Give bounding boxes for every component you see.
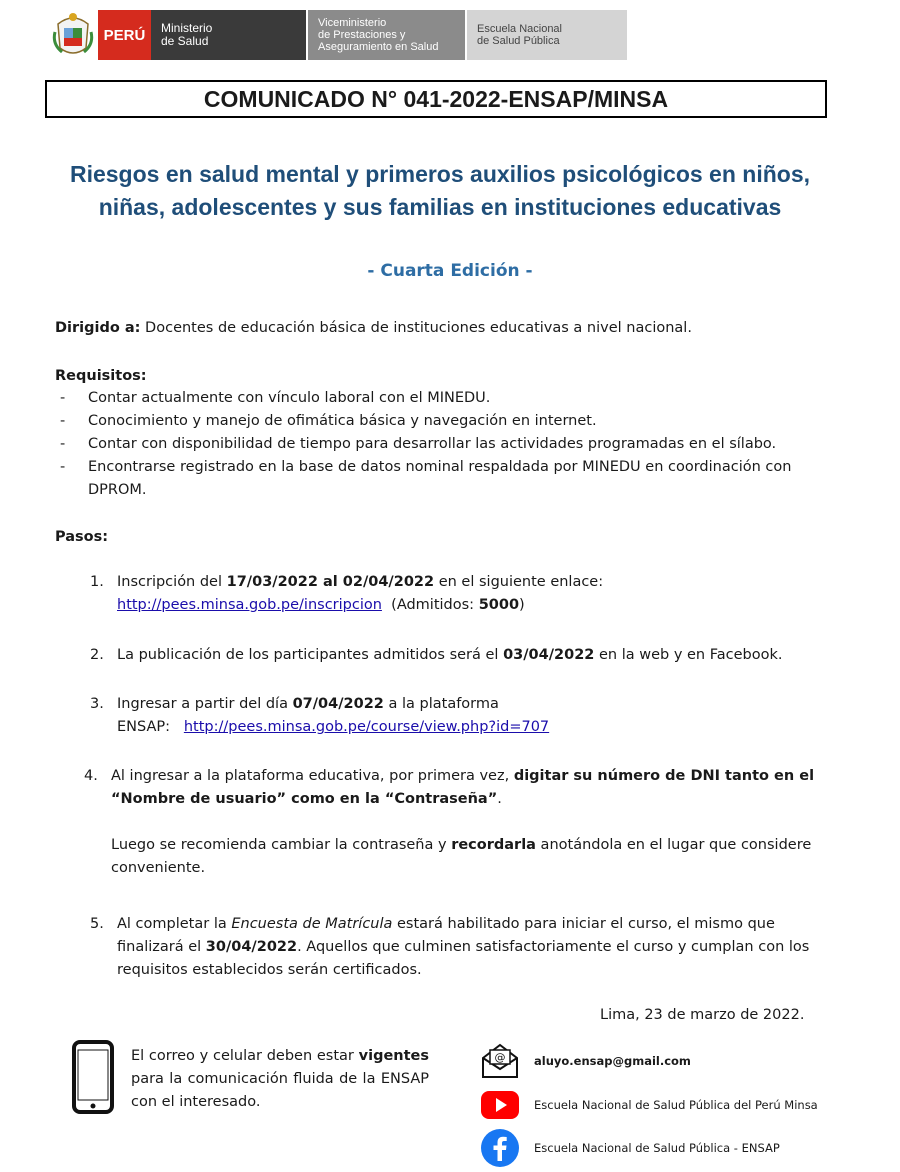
ministry-label: Ministerio de Salud xyxy=(151,10,306,60)
facebook-icon xyxy=(480,1128,520,1168)
requisitos-list xyxy=(55,387,820,502)
facebook-label: Escuela Nacional de Salud Pública - ENSAP xyxy=(534,1141,780,1155)
vice-ministry-label: Viceministerio de Prestaciones y Aseguramiento en Salud xyxy=(308,10,465,60)
youtube-contact[interactable] xyxy=(480,1088,818,1122)
svg-text:@: @ xyxy=(494,1051,506,1064)
pasos-heading: Pasos: xyxy=(55,529,109,545)
dirigido-label: Dirigido a: xyxy=(55,320,141,336)
email-contact[interactable] xyxy=(480,1042,691,1080)
header-banner xyxy=(52,10,627,60)
course-link[interactable]: http://pees.minsa.gob.pe/course/view.php?id=707 xyxy=(183,719,550,735)
requisitos-heading: Requisitos: xyxy=(55,368,147,384)
step-3: 3. Ingresar a partir del día 07/04/2022 a la plataforma ENSAP: http://pees.minsa.gob.pe/course/view.php?id=707 xyxy=(90,696,550,735)
coat-of-arms-icon xyxy=(52,10,94,58)
list-item: - Contar con disponibilidad de tiempo para desarrollar las actividades programadas en el sílabo. xyxy=(55,433,820,456)
list-item: - Contar actualmente con vínculo laboral con el MINEDU. xyxy=(55,387,820,410)
list-item: - Conocimiento y manejo de ofimática básica y navegación en internet. xyxy=(55,410,820,433)
step-1: 1. Inscripción del 17/03/2022 al 02/04/2022 en el siguiente enlace: http://pees.minsa.gob.pe/inscripcion (Admitidos: 5000) xyxy=(90,574,604,613)
facebook-contact[interactable] xyxy=(480,1128,780,1168)
course-title: Riesgos en salud mental y primeros auxilios psicológicos en niños, niñas, adolescentes y sus familias en instituciones educativas xyxy=(69,161,811,220)
dirigido-paragraph xyxy=(55,317,855,340)
step-5: 5. Al completar la Encuesta de Matrícula estará habilitado para iniciar el curso, el mismo que finalizará el 30/04/2022. Aquellos que culminen satisfactoriamente el curso y cumplan con los requisitos establecidos serán certificados. xyxy=(90,916,810,978)
peru-label: PERÚ xyxy=(98,10,151,60)
email-icon xyxy=(480,1042,520,1080)
youtube-icon xyxy=(480,1088,520,1122)
inscripcion-link[interactable]: http://pees.minsa.gob.pe/inscripcion xyxy=(117,597,382,613)
comunicado-title: COMUNICADO N° 041-2022-ENSAP/MINSA xyxy=(45,80,827,118)
list-item: - Encontrarse registrado en la base de datos nominal respaldada por MINEDU en coordinación con DPROM. xyxy=(55,456,820,502)
date-line: Lima, 23 de marzo de 2022. xyxy=(600,1007,805,1023)
school-label: Escuela Nacional de Salud Pública xyxy=(467,10,627,60)
step-4: 4. Al ingresar a la plataforma educativa, por primera vez, digitar su número de DNI tanto en el “Nombre de usuario” como en la “Contraseña”. Luego se recomienda cambiar la contraseña y recordarla anotándola en el lugar que considere conveniente. xyxy=(84,768,815,876)
dirigido-text: Docentes de educación básica de instituciones educativas a nivel nacional. xyxy=(140,320,692,336)
phone-icon xyxy=(72,1040,114,1114)
step-2: 2. La publicación de los participantes admitidos será el 03/04/2022 en la web y en Facebook. xyxy=(90,647,783,663)
youtube-label: Escuela Nacional de Salud Pública del Perú Minsa xyxy=(534,1098,818,1112)
contact-note: El correo y celular deben estar vigentes para la comunicación fluida de la ENSAP con el interesado. xyxy=(131,1048,429,1110)
email-label: aluyo.ensap@gmail.com xyxy=(534,1054,691,1068)
edition-label: - Cuarta Edición - xyxy=(367,261,533,281)
